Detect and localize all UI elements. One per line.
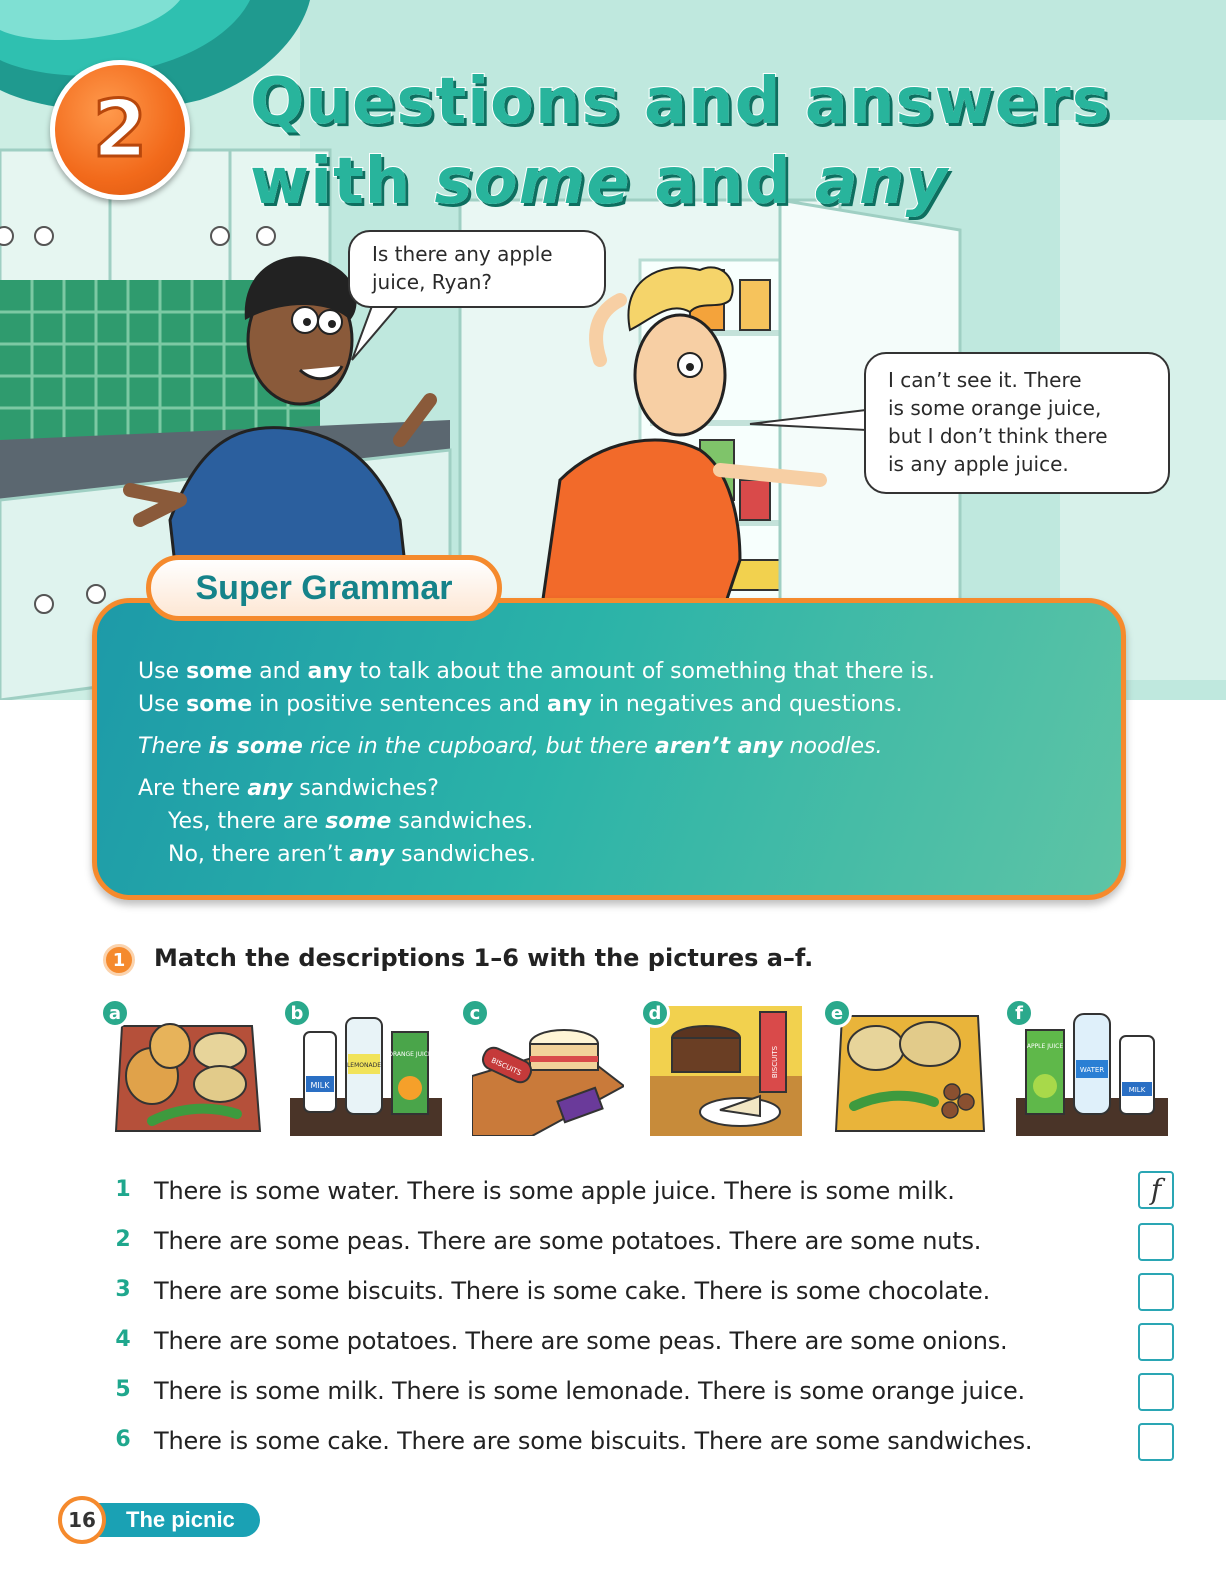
label-milk-f: MILK: [1128, 1086, 1146, 1094]
answer-box-1[interactable]: [1138, 1171, 1174, 1209]
picture-letter-e: e: [822, 998, 852, 1028]
label-apple-juice: APPLE JUICE: [1026, 1043, 1064, 1050]
item-text: There are some peas. There are some potatoes. There are some nuts.: [154, 1227, 982, 1255]
label-lemonade: LEMONADE: [346, 1062, 382, 1069]
picture-a-onions-potatoes-peas[interactable]: [112, 1006, 264, 1136]
unit-number: 2: [92, 85, 148, 175]
item-text: There is some cake. There are some biscuits. There are some sandwiches.: [154, 1427, 1033, 1455]
label-biscuits-d: BISCUITS: [771, 1045, 779, 1079]
grammar-rule-1: Use some and any to talk about the amount of something that there is.: [138, 659, 935, 684]
item-text: There is some milk. There is some lemonade. There is some orange juice.: [154, 1377, 1025, 1405]
exercise-number: 1: [103, 944, 135, 976]
speech-bubble-answer: [864, 352, 1170, 494]
super-grammar-heading: [146, 555, 502, 621]
exercise-instruction: Match the descriptions 1–6 with the pictures a–f.: [154, 944, 814, 972]
item-number: 6: [115, 1427, 131, 1452]
picture-b-milk-lemonade-orange-juice[interactable]: [290, 1006, 442, 1136]
label-biscuits-c: BISCUITS: [489, 1056, 523, 1078]
speech-bubble-question-text: Is there any apple juice, Ryan?: [372, 242, 553, 294]
picture-letter-b: b: [282, 998, 312, 1028]
title-line-2-prefix: with: [250, 145, 435, 219]
exercise-item-6: [108, 1423, 1188, 1463]
item-number: 3: [115, 1277, 131, 1302]
footer-unit-name: The picnic: [126, 1507, 235, 1532]
answer-box-5[interactable]: [1138, 1373, 1174, 1411]
answer-box-2[interactable]: [1138, 1223, 1174, 1261]
picture-c-biscuits-cake-chocolate[interactable]: [472, 1006, 624, 1136]
item-text: There is some water. There is some apple juice. There is some milk.: [154, 1177, 955, 1205]
page-title: [250, 62, 1111, 222]
footer-unit-band: [92, 1503, 260, 1537]
item-number: 2: [115, 1227, 131, 1252]
grammar-example-4: No, there aren’t any sandwiches.: [168, 842, 537, 867]
item-number: 4: [115, 1327, 131, 1352]
picture-d-cake-biscuits-sandwiches[interactable]: [650, 1006, 802, 1136]
super-grammar-text: [138, 655, 1118, 871]
unit-number-badge: [50, 60, 190, 200]
label-water: WATER: [1079, 1066, 1105, 1074]
grammar-example-3: Yes, there are some sandwiches.: [168, 809, 534, 834]
picture-letter-c: c: [460, 998, 490, 1028]
answer-value-1: f: [1150, 1173, 1162, 1206]
speech-bubble-answer-text: I can’t see it. There is some orange juice, but I don’t think there is any apple juice.: [888, 368, 1108, 476]
item-number: 1: [115, 1177, 131, 1202]
grammar-rule-2: Use some in positive sentences and any in negatives and questions.: [138, 692, 903, 717]
picture-letter-d: d: [640, 998, 670, 1028]
label-orange-juice: ORANGE JUICE: [388, 1051, 432, 1058]
title-line-2-mid: and: [630, 145, 815, 219]
picture-letter-f: f: [1004, 998, 1034, 1028]
exercise-item-5: [108, 1373, 1188, 1413]
title-line-1: Questions and answers: [250, 65, 1111, 139]
picture-e-potatoes-peas-nuts[interactable]: [834, 1006, 986, 1136]
super-grammar-heading-text: Super Grammar: [195, 568, 453, 607]
grammar-example-1: There is some rice in the cupboard, but there aren’t any noodles.: [138, 734, 883, 759]
item-text: There are some biscuits. There is some cake. There is some chocolate.: [154, 1277, 991, 1305]
title-some: some: [434, 145, 631, 219]
label-milk: MILK: [310, 1081, 330, 1090]
item-number: 5: [115, 1377, 131, 1402]
exercise-item-4: [108, 1323, 1188, 1363]
picture-f-apple-juice-water-milk[interactable]: [1016, 1006, 1168, 1136]
title-any: any: [814, 145, 949, 219]
exercise-item-2: [108, 1223, 1188, 1263]
answer-box-4[interactable]: [1138, 1323, 1174, 1361]
answer-box-6[interactable]: [1138, 1423, 1174, 1461]
grammar-example-2: Are there any sandwiches?: [138, 776, 439, 801]
speech-bubble-question: [348, 230, 606, 308]
page-number: 16: [58, 1496, 106, 1544]
answer-box-3[interactable]: [1138, 1273, 1174, 1311]
item-text: There are some potatoes. There are some peas. There are some onions.: [154, 1327, 1008, 1355]
exercise-item-3: [108, 1273, 1188, 1313]
exercise-item-1: [108, 1173, 1188, 1213]
picture-letter-a: a: [100, 998, 130, 1028]
